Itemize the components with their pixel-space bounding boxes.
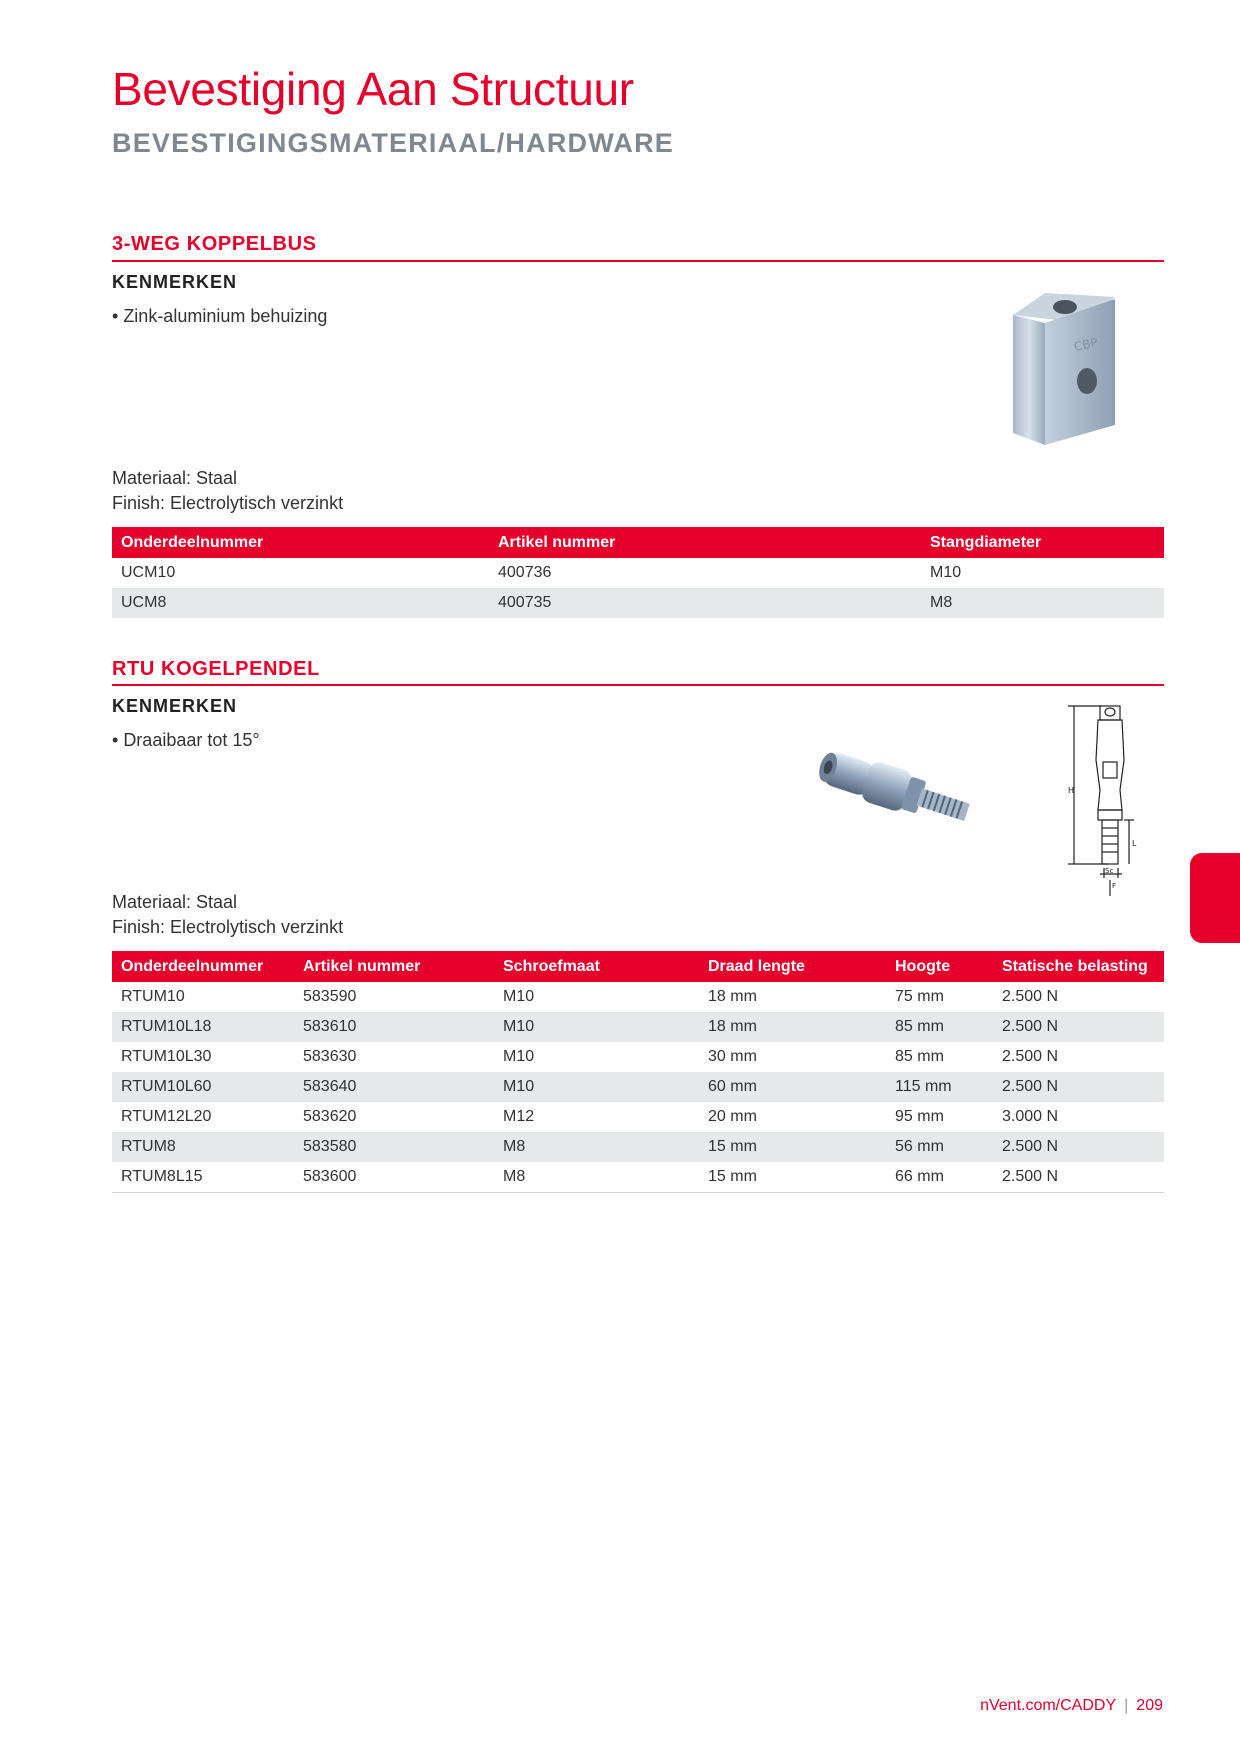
table-cell: RTUM10: [121, 988, 185, 1005]
footer-separator: |: [1124, 1697, 1129, 1714]
table-cell: RTUM10L30: [121, 1048, 212, 1065]
table-row: [112, 1042, 1164, 1072]
page-title: Bevestiging Aan Structuur: [112, 63, 634, 115]
table-cell: 400735: [489, 588, 921, 618]
table-cell: RTUM10L60: [112, 1072, 294, 1102]
table-row: [112, 588, 1164, 618]
chapter-tab: [1190, 853, 1240, 943]
table-cell: 583640: [294, 1072, 494, 1102]
table-cell: 583590: [303, 988, 357, 1005]
table-cell: M10: [930, 564, 962, 581]
table-cell: 115 mm: [886, 1072, 993, 1102]
material-text: Materiaal: Staal: [112, 892, 238, 912]
feature-bullet: • Zink-aluminium behuizing: [112, 306, 328, 326]
table-header-row: [112, 527, 1164, 558]
table-cell: M12: [503, 1108, 535, 1125]
dimension-label-f: F: [1112, 882, 1117, 890]
table-cell: 95 mm: [895, 1108, 944, 1125]
table-cell: 18 mm: [708, 988, 757, 1005]
table-row: [112, 558, 1164, 588]
section-title-koppelbus: 3-WEG KOPPELBUS: [112, 233, 317, 255]
table-cell: UCM8: [112, 588, 489, 618]
section-divider: [112, 684, 1164, 686]
table-header-row: [112, 951, 1164, 982]
section-divider: [112, 260, 1164, 262]
table-cell: RTUM12L20: [121, 1108, 212, 1125]
section-title-kogelpendel: RTU KOGELPENDEL: [112, 658, 320, 680]
table-row: [112, 1102, 1164, 1132]
column-header: Statische belasting: [993, 951, 1164, 982]
column-header: Draad lengte: [699, 951, 886, 982]
feature-bullet: • Draaibaar tot 15°: [112, 730, 260, 750]
table-cell: 583620: [303, 1108, 357, 1125]
column-header: Schroefmaat: [494, 951, 699, 982]
table-cell: 2.500 N: [993, 1072, 1164, 1102]
table-cell: M10: [494, 1072, 699, 1102]
koppelbus-table: [112, 527, 1164, 618]
table-cell: 400736: [498, 564, 552, 581]
page-subtitle: BEVESTIGINGSMATERIAAL/HARDWARE: [112, 128, 675, 158]
table-cell: 15 mm: [699, 1132, 886, 1162]
column-header: Onderdeelnummer: [112, 951, 294, 982]
table-cell: 583580: [294, 1132, 494, 1162]
table-cell: M8: [494, 1162, 699, 1193]
table-cell: 2.500 N: [1002, 988, 1059, 1005]
finish-text: Finish: Electrolytisch verzinkt: [112, 917, 344, 937]
svg-text:CBP: CBP: [1072, 335, 1099, 354]
table-cell: 20 mm: [708, 1108, 757, 1125]
table-cell: 2.500 N: [1002, 1048, 1059, 1065]
ball-joint-dimension-drawing: [1062, 700, 1154, 905]
table-row: [112, 1162, 1164, 1193]
kogelpendel-table: [112, 951, 1164, 1193]
dimension-label-h: H: [1068, 786, 1075, 795]
table-cell: M8: [494, 1132, 699, 1162]
table-cell: RTUM10L18: [112, 1012, 294, 1042]
table-cell: 60 mm: [699, 1072, 886, 1102]
table-cell: M10: [503, 1048, 535, 1065]
dimension-label-sc: Sc: [1105, 867, 1114, 875]
table-cell: 3.000 N: [1002, 1108, 1059, 1125]
column-header: Artikel nummer: [294, 951, 494, 982]
footer: [980, 1697, 1163, 1715]
footer-site-link[interactable]: nVent.com/CADDY: [980, 1697, 1117, 1714]
table-cell: 583600: [294, 1162, 494, 1193]
table-cell: 85 mm: [895, 1048, 944, 1065]
material-text: Materiaal: Staal: [112, 468, 238, 488]
table-row: [112, 1072, 1164, 1102]
coupler-product-image: [1005, 285, 1123, 455]
table-cell: M8: [921, 588, 1164, 618]
features-heading: KENMERKEN: [112, 696, 238, 716]
table-cell: M10: [494, 1012, 699, 1042]
table-cell: 2.500 N: [993, 1132, 1164, 1162]
table-cell: RTUM8: [112, 1132, 294, 1162]
table-cell: 2.500 N: [993, 1012, 1164, 1042]
ball-joint-product-image: [805, 745, 975, 855]
column-header: Hoogte: [886, 951, 993, 982]
column-header: Onderdeelnummer: [112, 527, 489, 558]
table-cell: M10: [503, 988, 535, 1005]
table-row: [112, 982, 1164, 1012]
table-cell: 583610: [294, 1012, 494, 1042]
table-row: [112, 1132, 1164, 1162]
table-cell: 75 mm: [895, 988, 944, 1005]
table-cell: 85 mm: [886, 1012, 993, 1042]
table-cell: 15 mm: [699, 1162, 886, 1193]
column-header: Artikel nummer: [489, 527, 921, 558]
finish-text: Finish: Electrolytisch verzinkt: [112, 493, 344, 513]
table-cell: 66 mm: [886, 1162, 993, 1193]
page-number: 209: [1136, 1697, 1163, 1714]
dimension-label-l: L: [1132, 839, 1137, 848]
table-row: [112, 1012, 1164, 1042]
table-cell: 2.500 N: [993, 1162, 1164, 1193]
table-cell: 56 mm: [886, 1132, 993, 1162]
column-header: Stangdiameter: [921, 527, 1164, 558]
table-cell: 18 mm: [699, 1012, 886, 1042]
table-cell: UCM10: [121, 564, 176, 581]
features-heading: KENMERKEN: [112, 272, 238, 292]
table-cell: 30 mm: [708, 1048, 757, 1065]
table-cell: 583630: [303, 1048, 357, 1065]
table-cell: RTUM8L15: [112, 1162, 294, 1193]
